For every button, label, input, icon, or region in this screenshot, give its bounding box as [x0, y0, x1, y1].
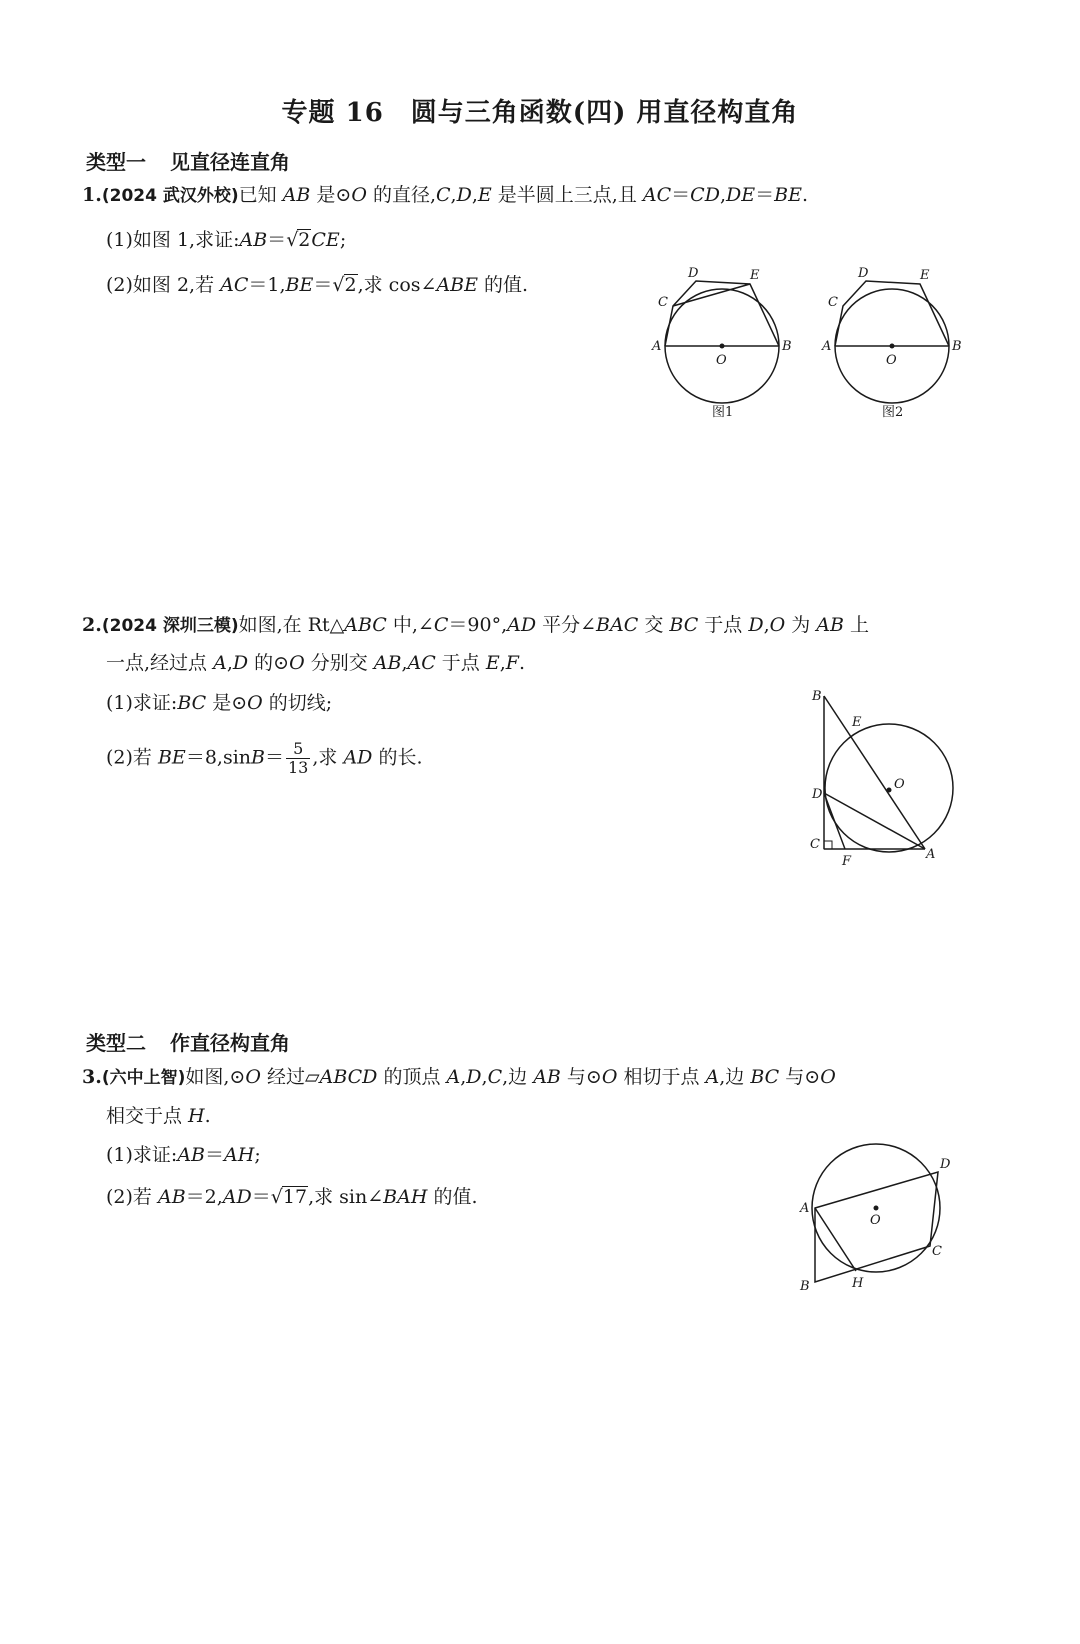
q1-figure-2	[822, 266, 980, 438]
svg-text:H: H	[852, 1276, 864, 1291]
page-title: 专题 16 圆与三角函数(四) 用直径构直角	[281, 98, 799, 128]
q1-stem: 1.(2024 武汉外校)已知 AB 是⊙O 的直径,C,D,E 是半圆上三点,且 AC＝CD,DE＝BE.	[82, 184, 808, 206]
svg-text:O: O	[894, 777, 905, 792]
section-heading-1	[86, 146, 290, 175]
q1-part1: (1)如图 1,求证:AB＝√2CE;	[106, 229, 347, 251]
svg-text:O: O	[870, 1213, 881, 1228]
svg-text:D: D	[688, 266, 699, 281]
svg-text:D: D	[940, 1157, 951, 1172]
fig1-caption: 图1	[712, 405, 734, 420]
svg-text:E: E	[852, 715, 862, 730]
svg-text:B: B	[812, 689, 822, 704]
svg-text:C: C	[658, 295, 668, 310]
q3-stem-line2: 相交于点 H.	[106, 1105, 211, 1127]
q2-source: (2024 深圳三模)	[101, 616, 239, 636]
svg-text:F: F	[842, 854, 852, 869]
section-label: 类型二	[86, 1031, 146, 1055]
q3-part2: (2)若 AB＝2,AD＝√17,求 sin∠BAH 的值.	[106, 1186, 478, 1208]
svg-text:C: C	[810, 837, 820, 852]
svg-text:O: O	[716, 353, 727, 368]
svg-text:C: C	[828, 295, 838, 310]
svg-text:A: A	[926, 847, 936, 862]
svg-text:E: E	[920, 268, 930, 283]
fig2-caption: 图2	[882, 405, 904, 420]
svg-text:C: C	[932, 1244, 942, 1259]
svg-text:A: A	[652, 339, 662, 354]
svg-text:B: B	[782, 339, 792, 354]
q2-stem-line2: 一点,经过点 A,D 的⊙O 分别交 AB,AC 于点 E,F.	[106, 652, 525, 674]
svg-text:B: B	[800, 1279, 810, 1294]
q3-figure	[800, 1140, 980, 1310]
q3-part1: (1)求证:AB＝AH;	[106, 1144, 261, 1166]
svg-text:B: B	[952, 339, 962, 354]
section-name: 见直径连直角	[170, 150, 290, 174]
svg-text:A: A	[822, 339, 832, 354]
section-label: 类型一	[86, 150, 146, 174]
svg-text:A: A	[800, 1201, 810, 1216]
q3-stem-line1: 3.(六中上智)如图,⊙O 经过▱ABCD 的顶点 A,D,C,边 AB 与⊙O 相切于点 A,边 BC 与⊙O	[82, 1066, 836, 1088]
q2-part2: (2)若 BE＝8,sinB＝ $\frac{5}{13}$ ,求 AD 的长.	[106, 739, 423, 777]
q2-stem-line1: 2.(2024 深圳三模)如图,在 Rt△ABC 中,∠C＝90°,AD 平分∠BAC 交 BC 于点 D,O 为 AB 上	[82, 614, 870, 636]
svg-text:E: E	[750, 268, 760, 283]
svg-text:O: O	[886, 353, 897, 368]
svg-text:D: D	[858, 266, 869, 281]
q3-source: (六中上智)	[101, 1068, 186, 1088]
q1-part2: (2)如图 2,若 AC＝1,BE＝√2,求 cos∠ABE 的值.	[106, 274, 529, 296]
q1-figure-1	[652, 266, 810, 438]
q2-part1: (1)求证:BC 是⊙O 的切线;	[106, 692, 333, 714]
q2-figure	[812, 690, 992, 880]
section-heading-2	[86, 1027, 290, 1056]
fraction: $\frac{5}{13}$	[288, 739, 309, 777]
section-name: 作直径构直角	[170, 1031, 290, 1055]
svg-text:D: D	[812, 787, 823, 802]
q1-source: (2024 武汉外校)	[101, 186, 239, 206]
